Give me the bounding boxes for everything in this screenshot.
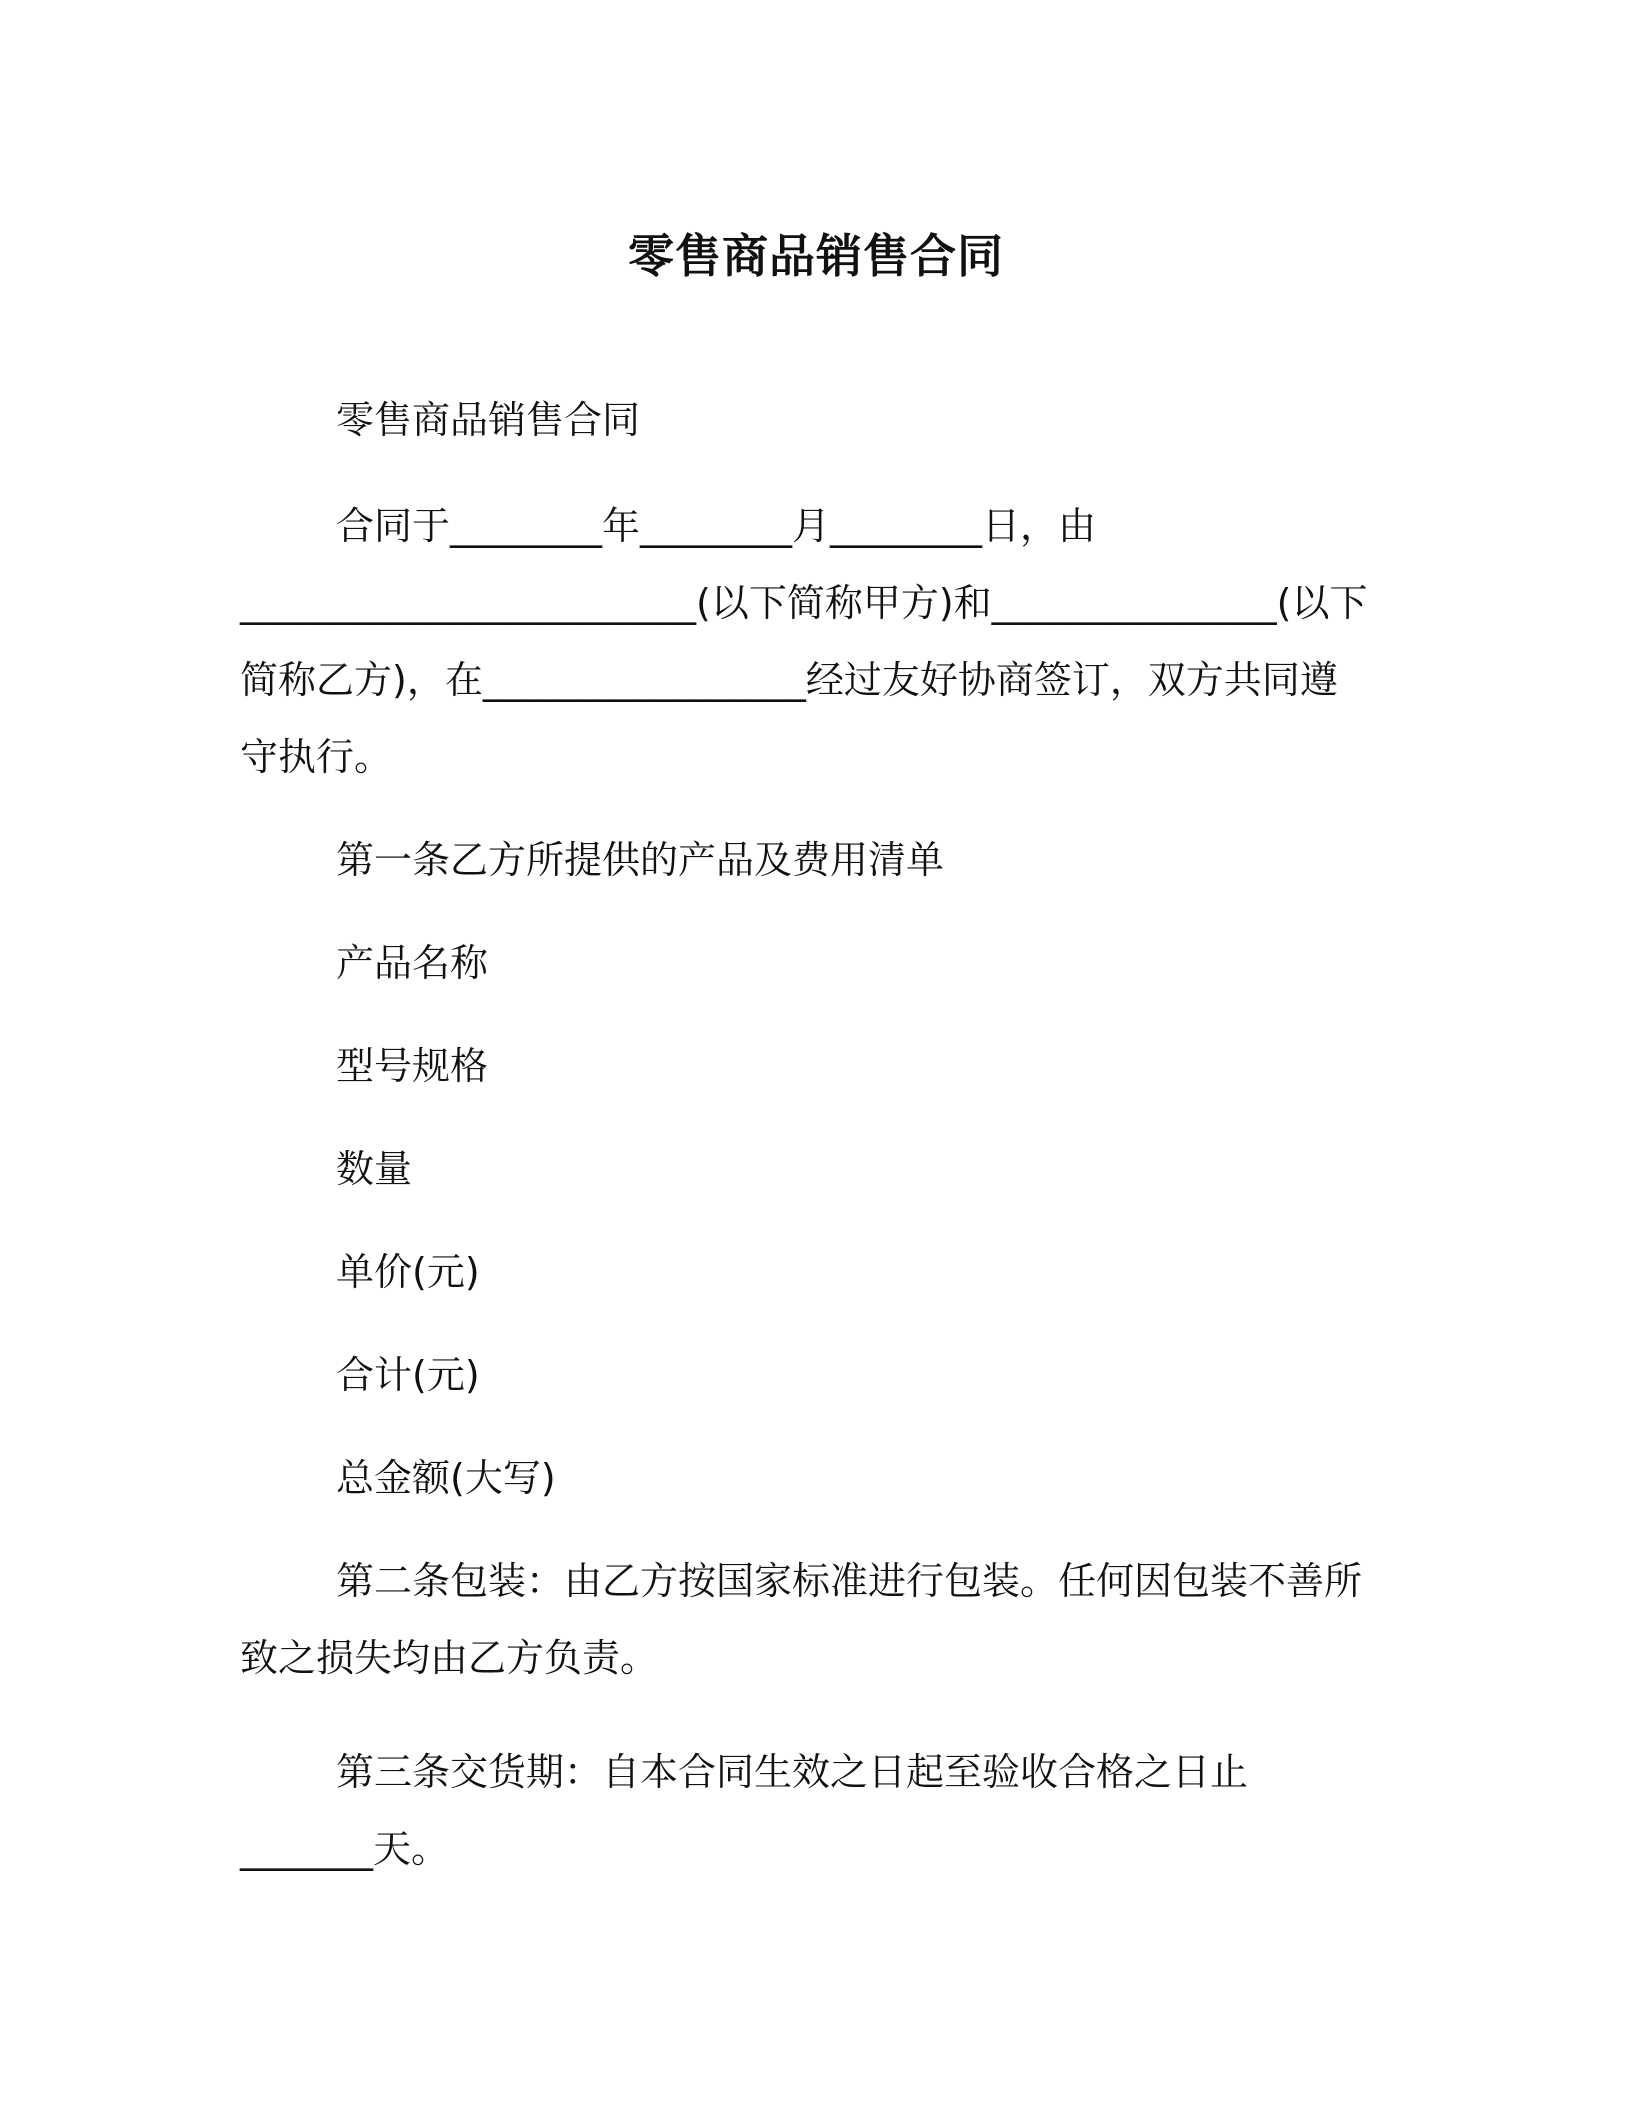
contract-intro-paragraph: 合同于________年________月________日，由________________________(以下简称甲方)和_______________(以下简称乙方)，在_________________经过友好协商签订，双方共同遵守执行。 [240, 504, 1368, 779]
field-total-amount: 总金额(大写) [336, 1456, 556, 1500]
article-3-paragraph: 第三条交货期：自本合同生效之日起至验收合格之日止_______天。 [240, 1750, 1249, 1871]
article-1-heading: 第一条乙方所提供的产品及费用清单 [336, 838, 945, 882]
field-model-spec: 型号规格 [336, 1044, 489, 1088]
field-unit-price: 单价(元) [336, 1250, 480, 1294]
field-product-name: 产品名称 [336, 941, 489, 985]
article-2-paragraph: 第二条包装：由乙方按国家标准进行包装。任何因包装不善所致之损失均由乙方负责。 [240, 1559, 1363, 1680]
field-quantity: 数量 [336, 1147, 413, 1191]
document-subtitle: 零售商品销售合同 [336, 398, 641, 442]
field-subtotal: 合计(元) [336, 1353, 480, 1397]
document-title: 零售商品销售合同 [628, 229, 1004, 283]
